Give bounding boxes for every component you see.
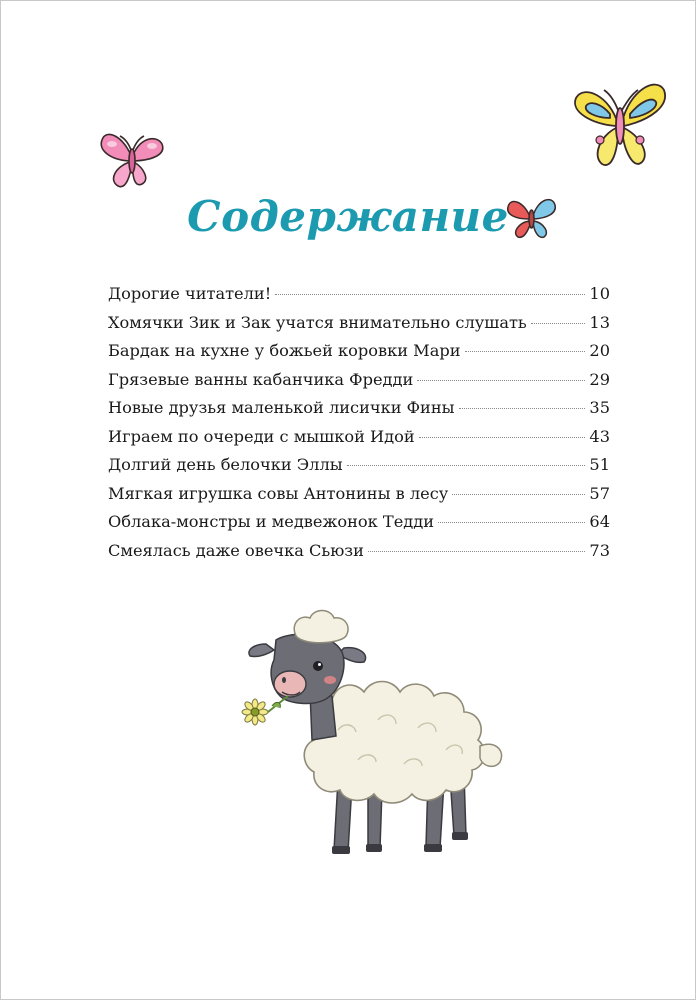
toc-entry-page: 57	[589, 483, 610, 503]
toc-entry-page: 35	[589, 398, 610, 417]
toc-dot-leader	[417, 380, 585, 381]
toc-entry	[108, 284, 610, 313]
toc-entry-title: Облака-монстры и медвежонок Тедди	[108, 512, 435, 531]
toc-entry-page: 13	[589, 312, 610, 332]
toc-entry	[108, 370, 610, 399]
toc-entry-title: Новые друзья маленькой лисички Фины	[108, 398, 455, 417]
toc-entry-title: Бардак на кухне у божьей коровки Мари	[108, 341, 461, 360]
toc-dot-leader	[419, 437, 586, 438]
toc-entry	[108, 398, 610, 427]
toc-entry-page: 64	[589, 512, 610, 531]
toc-entry-title: Грязевые ванны кабанчика Фредди	[108, 369, 414, 389]
toc-entry	[108, 541, 610, 570]
toc-entry	[108, 484, 610, 513]
toc-entry-title: Смеялась даже овечка Сьюзи	[108, 540, 364, 560]
toc-dot-leader	[465, 351, 586, 352]
toc-entry	[108, 427, 610, 456]
toc-dot-leader	[275, 294, 585, 295]
toc-entry	[108, 455, 610, 484]
toc-entry	[108, 313, 610, 342]
yellow-butterfly-illustration	[570, 74, 672, 178]
toc-dot-leader	[438, 522, 585, 523]
toc-entry-page: 10	[589, 284, 610, 303]
toc-dot-leader	[531, 323, 586, 324]
toc-dot-leader	[452, 494, 585, 495]
page-title: Содержание	[187, 192, 509, 241]
toc-entry-page: 43	[589, 426, 610, 446]
toc-entry-page: 20	[589, 341, 610, 360]
toc-dot-leader	[459, 408, 586, 409]
pink-butterfly-illustration	[98, 128, 170, 194]
toc-entry	[108, 512, 610, 541]
toc-entry-page: 51	[589, 455, 610, 474]
toc-entry-title: Долгий день белочки Эллы	[108, 455, 343, 474]
sheep-illustration	[228, 600, 518, 870]
toc-entry-page: 29	[589, 369, 610, 389]
toc-entry-title: Мягкая игрушка совы Антонины в лесу	[108, 483, 449, 503]
toc-entry-title: Играем по очереди с мышкой Идой	[108, 426, 415, 446]
table-of-contents	[108, 284, 610, 569]
toc-entry-title: Дорогие читатели!	[108, 284, 272, 303]
toc-dot-leader	[368, 551, 585, 552]
toc-entry	[108, 341, 610, 370]
toc-entry-page: 73	[589, 540, 610, 560]
toc-dot-leader	[347, 465, 586, 466]
toc-entry-title: Хомячки Зик и Зак учатся внимательно слушать	[108, 312, 527, 332]
